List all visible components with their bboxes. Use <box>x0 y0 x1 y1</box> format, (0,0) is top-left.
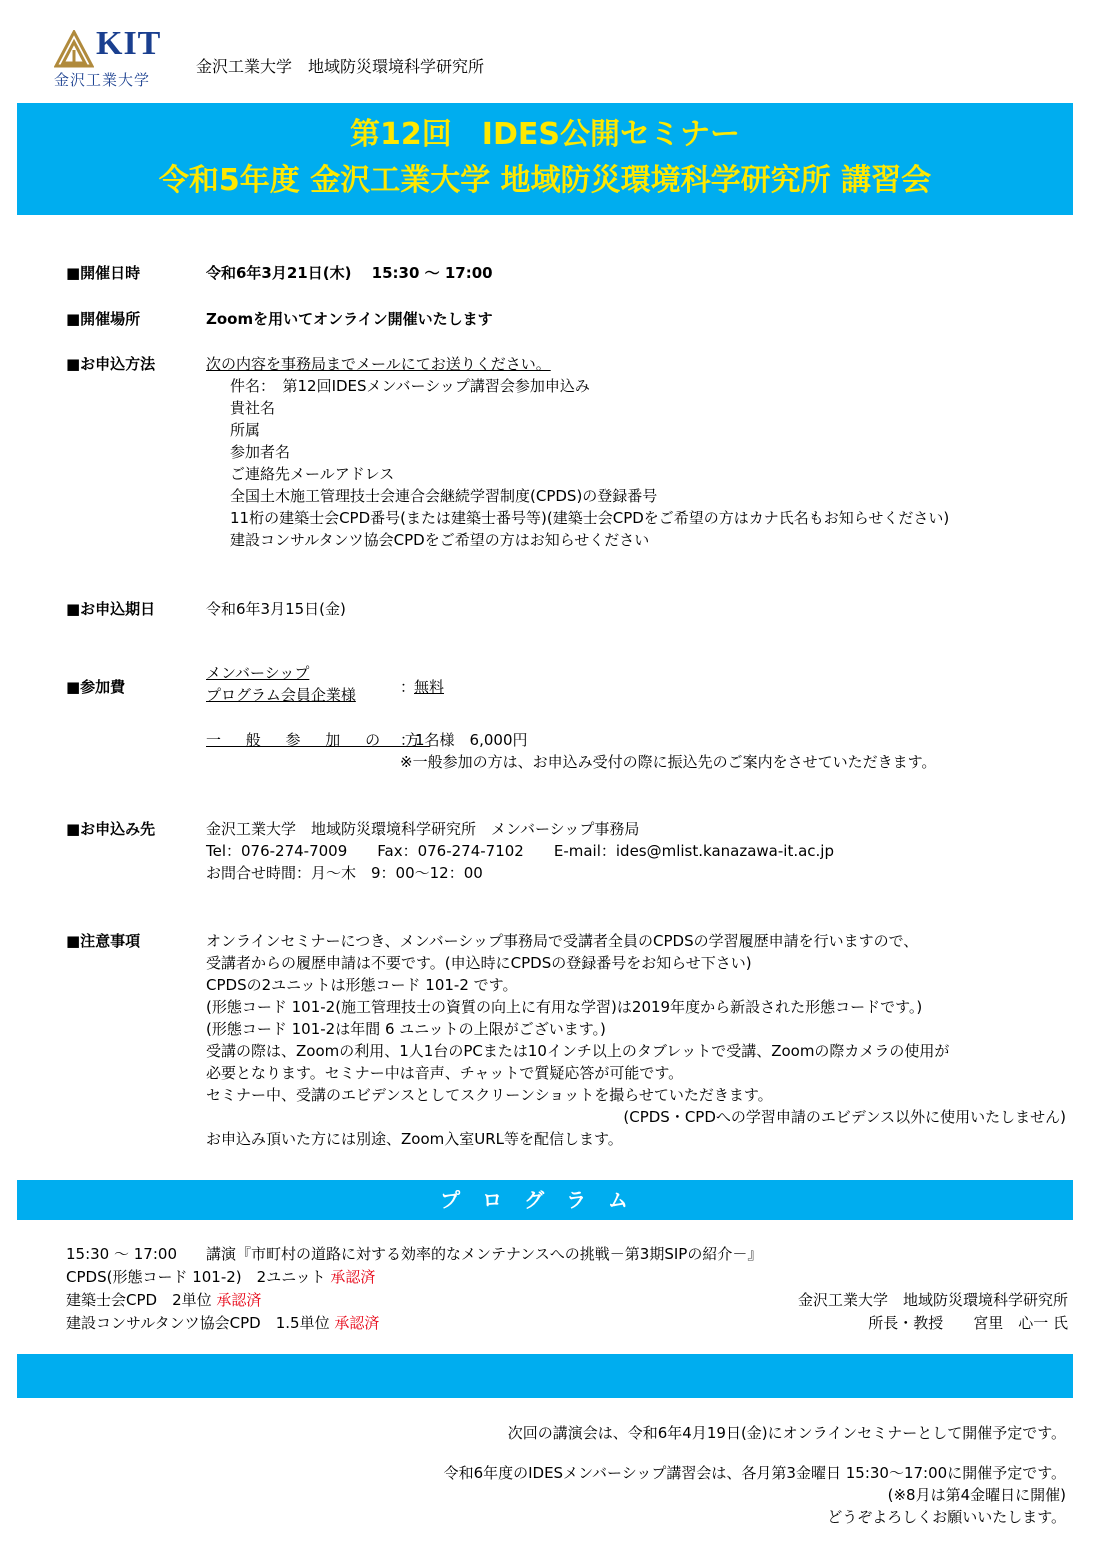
credit-cpds: CPDS(形態コード 101-2) 2ユニット 承認済 <box>66 1268 376 1286</box>
contact-details <box>206 818 834 884</box>
fee-general-label: 一 般 参 加 の 方 <box>206 731 430 749</box>
fee-general-note: ※一般参加の方は、お申込み受付の際に振込先のご案内をさせていただきます。 <box>400 753 937 771</box>
contact-phone-email: Tel：076-274-7009 Fax：076-274-7102 E-mail：ides@mlist.kanazawa-it.ac.jp <box>206 842 834 860</box>
note-line: (形態コード 101-2(施工管理技士の資質の向上に有用な学習)は2019年度から新設された形態コードです。) <box>206 998 923 1016</box>
program-time: 15:30 ～ 17:00 <box>66 1245 177 1263</box>
credit-architect-cpd: 建築士会CPD 2単位 承認済 <box>66 1291 262 1309</box>
fee-member-line2: プログラム会員企業様 <box>206 686 356 704</box>
list-item: 貴社名 <box>230 399 276 417</box>
deadline-label: ■お申込期日 <box>66 600 156 618</box>
status-badge: 承認済 <box>330 1268 376 1286</box>
annual-schedule-notice: 令和6年度のIDESメンバーシップ講習会は、各月第3金曜日 15:30～17:00に開催予定です。 <box>443 1464 1066 1482</box>
logo-jp-text: 金沢工業大学 <box>54 71 151 89</box>
title-banner <box>17 103 1073 215</box>
contact-hours: お問合せ時間：月～木 9：00～12：00 <box>206 864 483 882</box>
fee-member-colon: ： <box>400 678 416 696</box>
program-heading: プログラム <box>440 1188 650 1212</box>
contact-office: 金沢工業大学 地域防災環境科学研究所 メンバーシップ事務局 <box>206 820 640 838</box>
list-item: ご連絡先メールアドレス <box>230 465 395 483</box>
note-line: オンラインセミナーにつき、メンバーシップ事務局で受講者全員のCPDSの学習履歴申請を行いますので、 <box>206 932 919 950</box>
application-items <box>230 375 949 551</box>
note-line: (形態コード 101-2は年間 6 ユニットの上限がございます。) <box>206 1020 606 1038</box>
status-badge: 承認済 <box>334 1314 380 1332</box>
list-item: 所属 <box>230 421 261 439</box>
speaker-affiliation: 金沢工業大学 地域防災環境科学研究所 <box>797 1291 1068 1309</box>
fee-member-line1: メンバーシップ <box>206 664 310 682</box>
kit-emblem-icon <box>54 30 94 70</box>
list-item: 11桁の建築士会CPD番号(または建築士番号等)(建築士会CPDをご希望の方はカナ氏名もお知らせください) <box>230 509 950 527</box>
note-last-line: お申込み頂いた方には別途、Zoom入室URL等を配信します。 <box>206 1130 623 1148</box>
note-line: CPDSの2ユニットは形態コード 101-2 です。 <box>206 976 518 994</box>
seminar-title: 第12回 IDES公開セミナー <box>350 117 740 152</box>
august-exception-note: (※8月は第4金曜日に開催) <box>887 1486 1066 1504</box>
date-label: ■開催日時 <box>66 264 141 282</box>
program-banner <box>17 1180 1073 1220</box>
contact-label: ■お申込み先 <box>66 820 156 838</box>
logo-text: KIT <box>96 25 162 62</box>
deadline-value: 令和6年3月15日(金) <box>206 600 346 618</box>
list-item: 件名： 第12回IDESメンバーシップ講習会参加申込み <box>230 377 590 395</box>
application-intro: 次の内容を事務局までメールにてお送りください。 <box>206 355 551 373</box>
list-item: 参加者名 <box>230 443 291 461</box>
list-item: 建設コンサルタンツ協会CPDをご希望の方はお知らせください <box>230 531 650 549</box>
venue-value: Zoomを用いてオンライン開催いたします <box>206 310 493 328</box>
fee-member-value: 無料 <box>414 678 445 696</box>
venue-label: ■開催場所 <box>66 310 141 328</box>
note-line: セミナー中、受講のエビデンスとしてスクリーンショットを撮らせていただきます。 <box>206 1086 773 1104</box>
application-label: ■お申込方法 <box>66 355 156 373</box>
kit-logo <box>52 25 172 94</box>
note-line: 受講者からの履歴申請は不要です。(申込時にCPDSの登録番号をお知らせ下さい) <box>206 954 752 972</box>
next-seminar-notice: 次回の講演会は、令和6年4月19日(金)にオンラインセミナーとして開催予定です。 <box>507 1424 1066 1442</box>
fee-label: ■参加費 <box>66 678 126 696</box>
note-line: 必要となります。セミナー中は音声、チャットで質疑応答が可能です。 <box>206 1064 684 1082</box>
notes-text <box>206 930 949 1106</box>
note-evidence-line: (CPDS・CPDへの学習申請のエビデンス以外に使用いたしません) <box>623 1108 1066 1126</box>
closing-remark: どうぞよろしくお願いいたします。 <box>827 1508 1066 1526</box>
institute-name: 金沢工業大学 地域防災環境科学研究所 <box>196 57 485 76</box>
footer-banner <box>17 1354 1073 1398</box>
credit-consultants-cpd: 建設コンサルタンツ協会CPD 1.5単位 承認済 <box>66 1314 380 1332</box>
speaker-name: 所長・教授 宮里 心一 氏 <box>868 1314 1068 1332</box>
list-item: 全国土木施工管理技士会連合会継続学習制度(CPDS)の登録番号 <box>230 487 658 505</box>
date-value: 令和6年3月21日(木) 15:30 ～ 17:00 <box>206 264 493 282</box>
fee-general-value: ：1名様 6,000円 <box>400 731 528 749</box>
notes-label: ■注意事項 <box>66 932 141 950</box>
status-badge: 承認済 <box>216 1291 262 1309</box>
note-line: 受講の際は、Zoomの利用、1人1台のPCまたは10インチ以上のタブレットで受講、Zoomの際カメラの使用が <box>206 1042 950 1060</box>
program-lecture: 講演『市町村の道路に対する効率的なメンテナンスへの挑戦－第3期SIPの紹介－』 <box>206 1245 763 1263</box>
seminar-subtitle: 令和5年度 金沢工業大学 地域防災環境科学研究所 講習会 <box>158 163 932 198</box>
